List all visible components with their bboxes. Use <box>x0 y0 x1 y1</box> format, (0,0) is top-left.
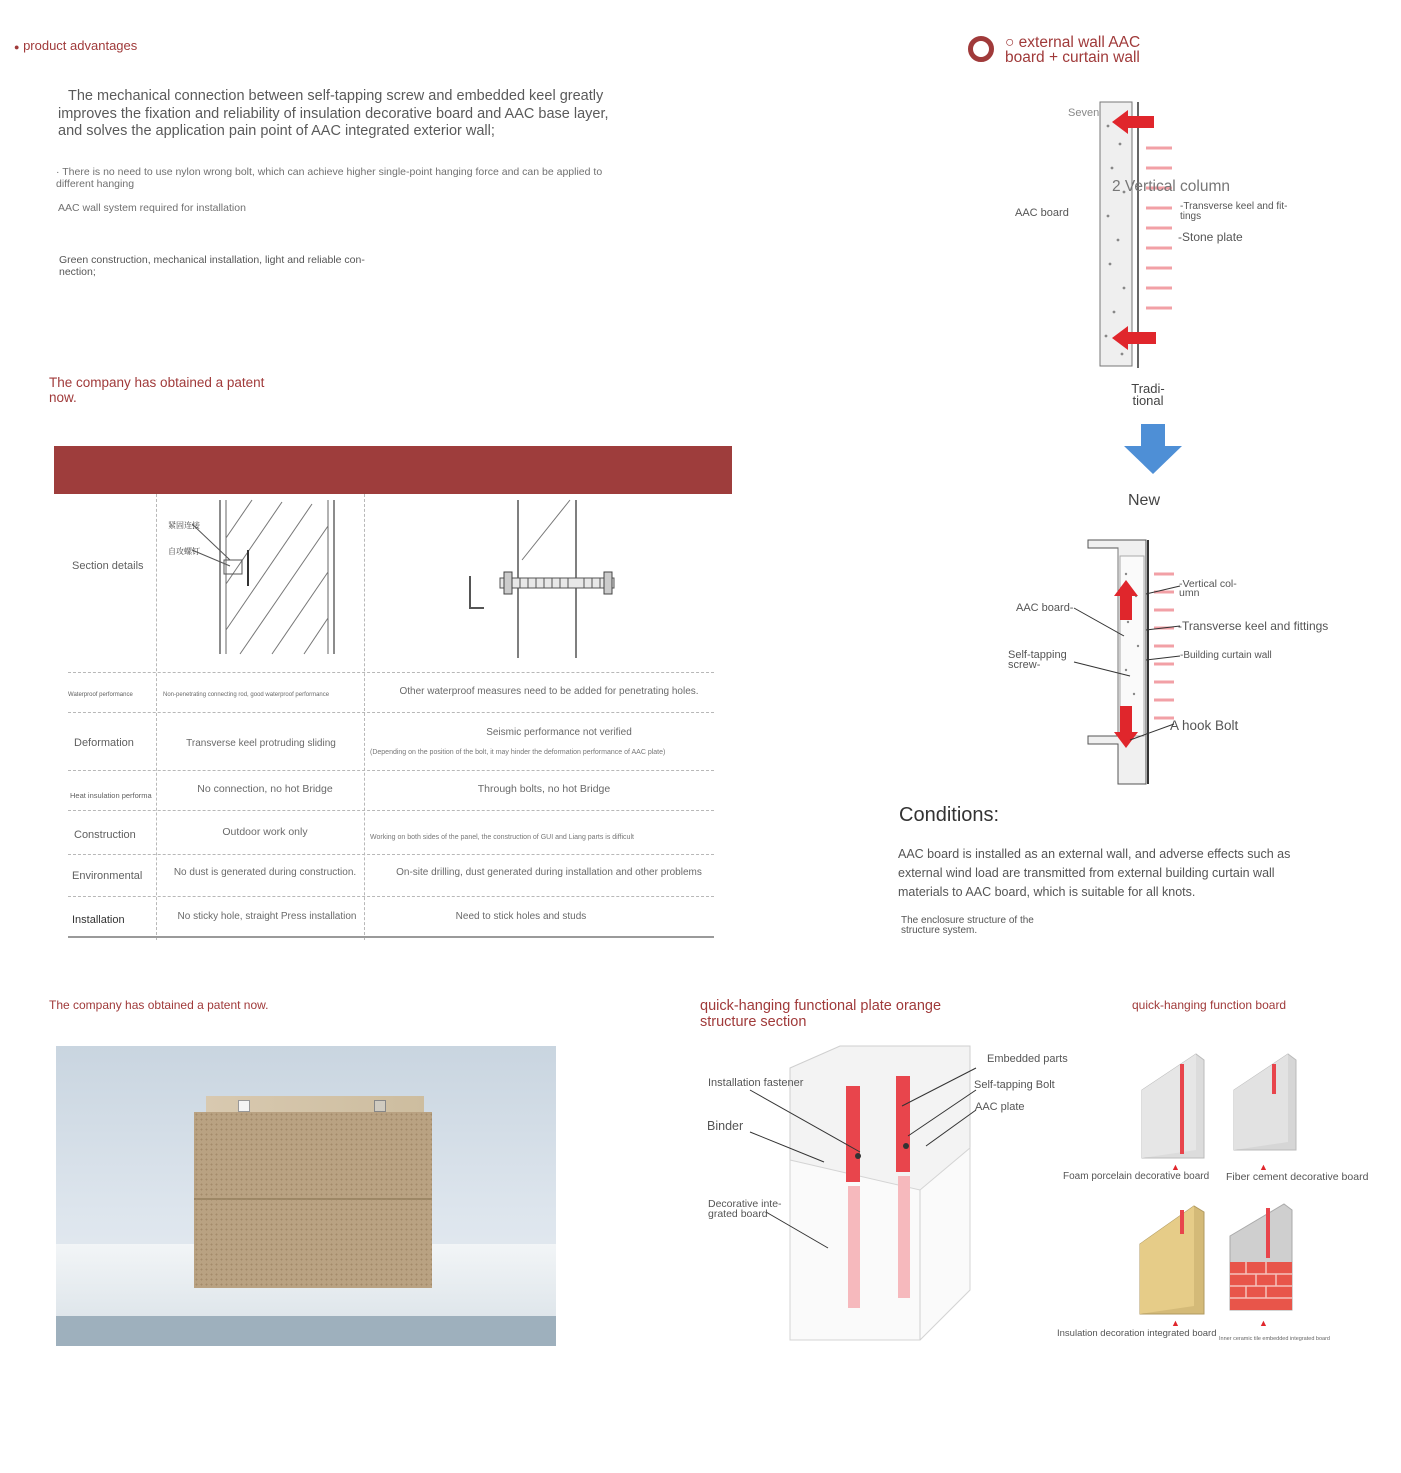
column-divider <box>156 494 157 940</box>
old-section-drawing <box>464 498 624 662</box>
cell-new-waterproof: Non-penetrating connecting rod, good waterproof performance <box>163 692 330 698</box>
comparison-table <box>54 446 732 942</box>
new-label-hook-bolt: A hook Bolt <box>1170 718 1239 733</box>
board-label-fiber-cement: Fiber cement decorative board <box>1226 1171 1369 1183</box>
table-header-bar <box>54 446 732 494</box>
new-label-curtain-wall: -Building curtain wall <box>1180 650 1272 661</box>
board-label-insulation-decoration: Insulation decoration integrated board <box>1057 1328 1217 1339</box>
board-label-ceramic-tile: Inner ceramic tile embedded integrated board <box>1219 1336 1330 1342</box>
cell-new-installation: No sticky hole, straight Press installation <box>177 911 357 922</box>
row-label-section-details: Section details <box>72 560 144 572</box>
bullet-dot-icon: ● <box>14 42 20 52</box>
conditions-text: AAC board is installed as an external wall, and adverse effects such as external wind load are transmitted from external building curtain wall materials to AAC board, which is suitable for all knots. <box>898 847 1291 899</box>
row-divider <box>68 896 714 897</box>
section-label-aac-plate: AAC plate <box>975 1101 1025 1113</box>
down-arrow-icon <box>1124 424 1182 474</box>
cell-new-environmental: No dust is generated during construction. <box>173 867 357 878</box>
advantages-para-1: The mechanical connection between self-tapping screw and embedded keel greatly improves the fixation and reliability of insulation decorative board and AAC base layer, and solves the application pain point of AAC integrated exterior wall; <box>58 88 609 139</box>
row-label-deformation: Deformation <box>74 737 134 749</box>
cell-old-installation: Need to stick holes and studs <box>455 911 587 922</box>
trad-caption: Tradi-tional <box>1131 381 1165 408</box>
board-image-insulation-decoration <box>1136 1202 1208 1316</box>
enclosure-note: The enclosure structure of the structure system. <box>901 915 1034 936</box>
cell-old-construction: Working on both sides of the panel, the construction of GUI and Liang parts is difficult <box>370 834 634 841</box>
cell-new-deformation: Transverse keel protruding sliding <box>186 738 336 749</box>
product-photo <box>56 1046 556 1346</box>
cell-old-heat: Through bolts, no hot Bridge <box>477 783 611 795</box>
row-label-waterproof: Waterproof performance <box>68 692 133 698</box>
advantages-section <box>14 38 634 53</box>
trad-label-transverse-keel: -Transverse keel and fit-tings <box>1180 201 1288 222</box>
row-divider <box>68 712 714 713</box>
up-arrow-icon: ▲ <box>1171 1318 1180 1328</box>
section-label-binder: Binder <box>707 1119 744 1133</box>
trad-label-seven: Seven <box>1068 107 1100 119</box>
board-image-ceramic-tile <box>1226 1200 1296 1314</box>
row-label-installation: Installation <box>72 914 125 926</box>
section-label-self-tapping-bolt: Self-tapping Bolt <box>974 1079 1055 1091</box>
photo-board-body <box>194 1112 432 1288</box>
up-arrow-icon: ▲ <box>1259 1162 1268 1172</box>
section-label-decorative-board: Decorative inte-grated board <box>708 1198 782 1220</box>
cell-old-deformation: Seismic performance not verified <box>486 727 632 738</box>
photo-table-edge <box>56 1316 556 1346</box>
photo-board-seam <box>194 1198 432 1200</box>
board-image-foam-porcelain <box>1138 1050 1208 1162</box>
new-label: New <box>1128 492 1161 509</box>
row-divider <box>68 672 714 673</box>
cell-new-heat: No connection, no hot Bridge <box>197 783 333 795</box>
new-label-transverse-keel: -Transverse keel and fittings <box>1178 619 1329 633</box>
cell-old-environmental: On-site drilling, dust generated during installation and other problems <box>396 867 702 878</box>
advantages-para-4: Green construction, mechanical installation, light and reliable con-nection; <box>59 254 365 278</box>
photo-clip-right <box>374 1100 386 1112</box>
new-diagram-leader-lines <box>1070 580 1190 750</box>
trad-label-aac-board: AAC board <box>1015 207 1069 219</box>
up-arrow-icon: ▲ <box>1171 1162 1180 1172</box>
row-label-heat-insulation: Heat insulation performa <box>70 791 152 800</box>
section-heading: quick-hanging functional plate orange structure section <box>700 998 942 1030</box>
patent-heading-1: The company has obtained a patent now. <box>49 375 265 405</box>
drawing-tag-fastener: 紧固连接 <box>168 521 200 530</box>
row-label-construction: Construction <box>74 829 136 841</box>
patent-heading-2: The company has obtained a patent now. <box>49 998 269 1012</box>
board-label-foam-porcelain: Foam porcelain decorative board <box>1063 1171 1210 1182</box>
advantages-para-3: AAC wall system required for installation <box>58 202 246 214</box>
traditional-section-diagram <box>1070 96 1180 376</box>
cell-old-waterproof: Other waterproof measures need to be added for penetrating holes. <box>399 686 699 697</box>
advantages-para-2: · There is no need to use nylon wrong bolt, which can achieve higher single-point hanging force and can be applied to different hanging <box>56 166 603 190</box>
section-label-embedded-parts: Embedded parts <box>987 1053 1068 1065</box>
boards-heading: quick-hanging function board <box>1132 998 1287 1012</box>
cell-new-construction: Outdoor work only <box>222 826 308 838</box>
trad-label-vertical-column: 2 Vertical column <box>1112 178 1231 195</box>
row-divider <box>68 854 714 855</box>
table-bottom-rule <box>68 936 714 938</box>
up-arrow-icon: ▲ <box>1259 1318 1268 1328</box>
advantages-heading: ● product advantages <box>14 38 138 53</box>
row-divider <box>68 810 714 811</box>
new-label-self-tapping: Self-tapping screw- <box>1008 649 1067 671</box>
row-divider <box>68 770 714 771</box>
photo-clip-left <box>238 1100 250 1112</box>
right-panel-heading: ○ external wall AAC board + curtain wall <box>1005 34 1141 66</box>
board-image-fiber-cement <box>1230 1050 1300 1154</box>
new-label-vertical-column: -Vertical col-umn <box>1179 578 1237 599</box>
trad-label-stone-plate: -Stone plate <box>1178 230 1243 244</box>
section-label-installation-fastener: Installation fastener <box>708 1077 804 1089</box>
drawing-tag-screw: 自攻螺钉 <box>168 547 200 556</box>
row-label-environmental: Environmental <box>72 870 143 882</box>
cell-old-deformation-note: (Depending on the position of the bolt, it may hinder the deformation performance of AAC plate) <box>370 749 666 756</box>
conditions-title: Conditions: <box>899 804 1000 826</box>
ring-icon <box>968 36 994 62</box>
new-label-aac-board: AAC board- <box>1016 602 1074 614</box>
